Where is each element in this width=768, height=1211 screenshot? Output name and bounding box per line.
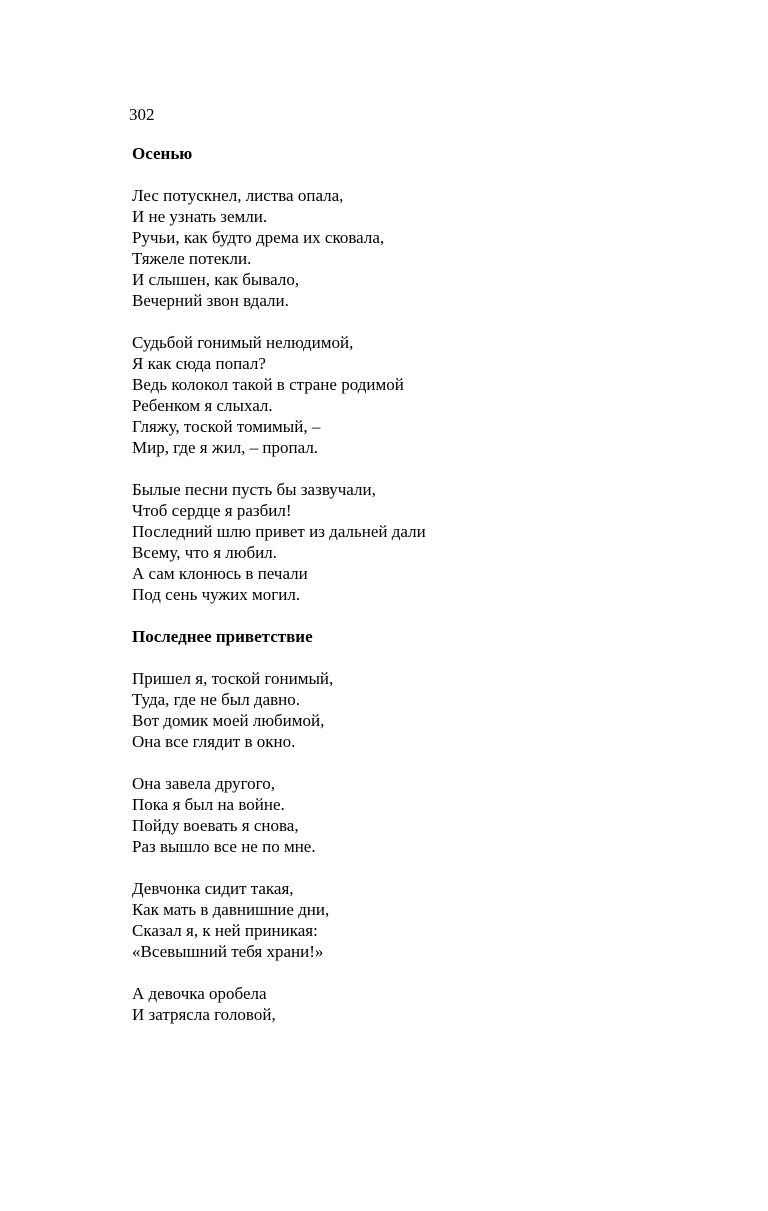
poem-line: «Всевышний тебя храни!» [132, 942, 324, 961]
poem-autumn [132, 143, 732, 605]
poem-line: Она все глядит в окно. [132, 732, 296, 751]
poem-line: Сказал я, к ней приникая: [132, 921, 318, 940]
poem-line: Девчонка сидит такая, [132, 879, 294, 898]
poem-line: Ведь колокол такой в стране родимой [132, 375, 404, 394]
poem-line: Как мать в давнишние дни, [132, 900, 330, 919]
poem-line: И не узнать земли. [132, 207, 268, 226]
poem-line: Раз вышло все не по мне. [132, 837, 316, 856]
poem-line: Туда, где не был давно. [132, 690, 300, 709]
poem-line: Ребенком я слыхал. [132, 396, 273, 415]
poem-line: Последний шлю привет из дальней дали [132, 522, 426, 541]
poem-line: Вечерний звон вдали. [132, 291, 289, 310]
poem-title: Осенью [132, 144, 193, 163]
poem-line: Я как сюда попал? [132, 354, 266, 373]
page-content [132, 143, 732, 1046]
stanza [132, 479, 732, 605]
poem-line: Пойду воевать я снова, [132, 816, 299, 835]
poem-line: А сам клонюсь в печали [132, 564, 308, 583]
poem-line: Она завела другого, [132, 774, 275, 793]
stanza [132, 668, 732, 752]
poem-last-greeting [132, 626, 732, 1025]
poem-line: Всему, что я любил. [132, 543, 277, 562]
poem-line: Тяжеле потекли. [132, 249, 252, 268]
poem-line: Под сень чужих могил. [132, 585, 301, 604]
poem-line: Лес потускнел, листва опала, [132, 186, 344, 205]
poem-line: Былые песни пусть бы зазвучали, [132, 480, 376, 499]
poem-line: Пришел я, тоской гонимый, [132, 669, 334, 688]
poem-line: И затрясла головой, [132, 1005, 276, 1024]
stanza [132, 773, 732, 857]
page-number: 302 [129, 105, 155, 124]
poem-line: Судьбой гонимый нелюдимой, [132, 333, 354, 352]
poem-line: Ручьи, как будто дрема их сковала, [132, 228, 385, 247]
stanza [132, 878, 732, 962]
poem-line: Гляжу, тоской томимый, – [132, 417, 321, 436]
poem-line: И слышен, как бывало, [132, 270, 300, 289]
poem-title: Последнее приветствие [132, 627, 313, 646]
stanza [132, 185, 732, 311]
stanza [132, 332, 732, 458]
poem-line: Мир, где я жил, – пропал. [132, 438, 319, 457]
poem-line: Пока я был на войне. [132, 795, 285, 814]
stanza [132, 983, 732, 1025]
poem-line: Вот домик моей любимой, [132, 711, 325, 730]
poem-line: А девочка оробела [132, 984, 267, 1003]
poem-line: Чтоб сердце я разбил! [132, 501, 292, 520]
